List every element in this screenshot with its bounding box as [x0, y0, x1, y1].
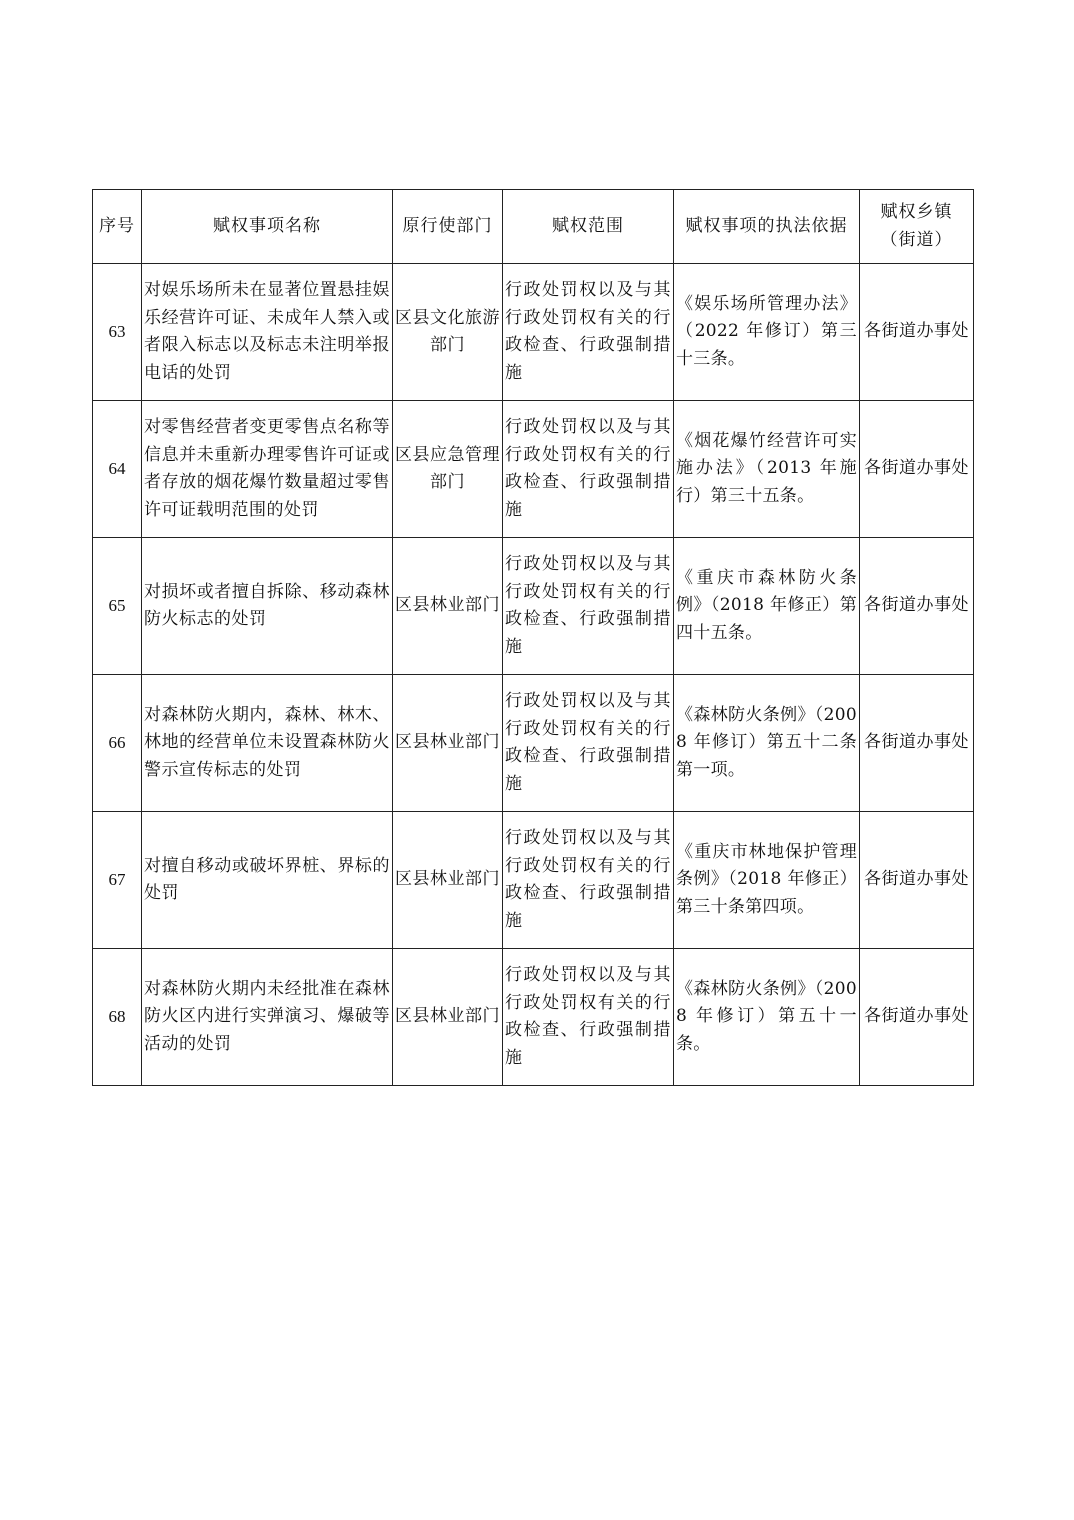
cell-legal-basis: 《重庆市森林防火条例》（2018 年修正）第四十五条。 — [674, 538, 860, 675]
header-township-line2: （街道） — [880, 229, 953, 250]
cell-scope: 行政处罚权以及与其行政处罚权有关的行政检查、行政强制措施 — [503, 264, 674, 401]
cell-item-name: 对森林防火期内，森林、林木、林地的经营单位未设置森林防火警示宣传标志的处罚 — [142, 675, 393, 812]
cell-seq: 65 — [93, 538, 142, 675]
cell-township: 各街道办事处 — [860, 675, 974, 812]
header-seq: 序号 — [93, 190, 142, 264]
cell-seq: 63 — [93, 264, 142, 401]
cell-township: 各街道办事处 — [860, 812, 974, 949]
header-original-department: 原行使部门 — [393, 190, 503, 264]
cell-item-name: 对损坏或者擅自拆除、移动森林防火标志的处罚 — [142, 538, 393, 675]
table-row — [93, 675, 974, 812]
cell-department: 区县林业部门 — [393, 812, 503, 949]
cell-seq: 67 — [93, 812, 142, 949]
cell-department: 区县文化旅游部门 — [393, 264, 503, 401]
header-item-name: 赋权事项名称 — [142, 190, 393, 264]
cell-township: 各街道办事处 — [860, 264, 974, 401]
table-row — [93, 812, 974, 949]
header-scope: 赋权范围 — [503, 190, 674, 264]
header-legal-basis: 赋权事项的执法依据 — [674, 190, 860, 264]
cell-scope: 行政处罚权以及与其行政处罚权有关的行政检查、行政强制措施 — [503, 675, 674, 812]
cell-item-name: 对娱乐场所未在显著位置悬挂娱乐经营许可证、未成年人禁入或者限入标志以及标志未注明举报电话的处罚 — [142, 264, 393, 401]
cell-department: 区县林业部门 — [393, 675, 503, 812]
cell-scope: 行政处罚权以及与其行政处罚权有关的行政检查、行政强制措施 — [503, 538, 674, 675]
cell-department: 区县林业部门 — [393, 538, 503, 675]
header-township-line1: 赋权乡镇 — [880, 202, 953, 222]
cell-legal-basis: 《森林防火条例》（2008 年修订）第五十二条第一项。 — [674, 675, 860, 812]
cell-department: 区县应急管理部门 — [393, 401, 503, 538]
cell-scope: 行政处罚权以及与其行政处罚权有关的行政检查、行政强制措施 — [503, 812, 674, 949]
cell-seq: 64 — [93, 401, 142, 538]
table-row — [93, 264, 974, 401]
cell-scope: 行政处罚权以及与其行政处罚权有关的行政检查、行政强制措施 — [503, 401, 674, 538]
cell-legal-basis: 《烟花爆竹经营许可实施办法》（2013 年施行）第三十五条。 — [674, 401, 860, 538]
cell-township: 各街道办事处 — [860, 401, 974, 538]
cell-seq: 66 — [93, 675, 142, 812]
table-header-row — [93, 190, 974, 264]
cell-item-name: 对森林防火期内未经批准在森林防火区内进行实弹演习、爆破等活动的处罚 — [142, 949, 393, 1086]
cell-scope: 行政处罚权以及与其行政处罚权有关的行政检查、行政强制措施 — [503, 949, 674, 1086]
header-township — [860, 190, 974, 264]
table-row — [93, 538, 974, 675]
cell-legal-basis: 《娱乐场所管理办法》（2022 年修订）第三十三条。 — [674, 264, 860, 401]
table-row — [93, 949, 974, 1086]
cell-department: 区县林业部门 — [393, 949, 503, 1086]
cell-township: 各街道办事处 — [860, 949, 974, 1086]
cell-seq: 68 — [93, 949, 142, 1086]
cell-legal-basis: 《重庆市林地保护管理条例》（2018 年修正）第三十条第四项。 — [674, 812, 860, 949]
cell-legal-basis: 《森林防火条例》（2008 年修订）第五十一条。 — [674, 949, 860, 1086]
table-row — [93, 401, 974, 538]
authorization-table — [92, 189, 974, 1086]
cell-item-name: 对零售经营者变更零售点名称等信息并未重新办理零售许可证或者存放的烟花爆竹数量超过零售许可证载明范围的处罚 — [142, 401, 393, 538]
cell-item-name: 对擅自移动或破坏界桩、界标的处罚 — [142, 812, 393, 949]
cell-township: 各街道办事处 — [860, 538, 974, 675]
